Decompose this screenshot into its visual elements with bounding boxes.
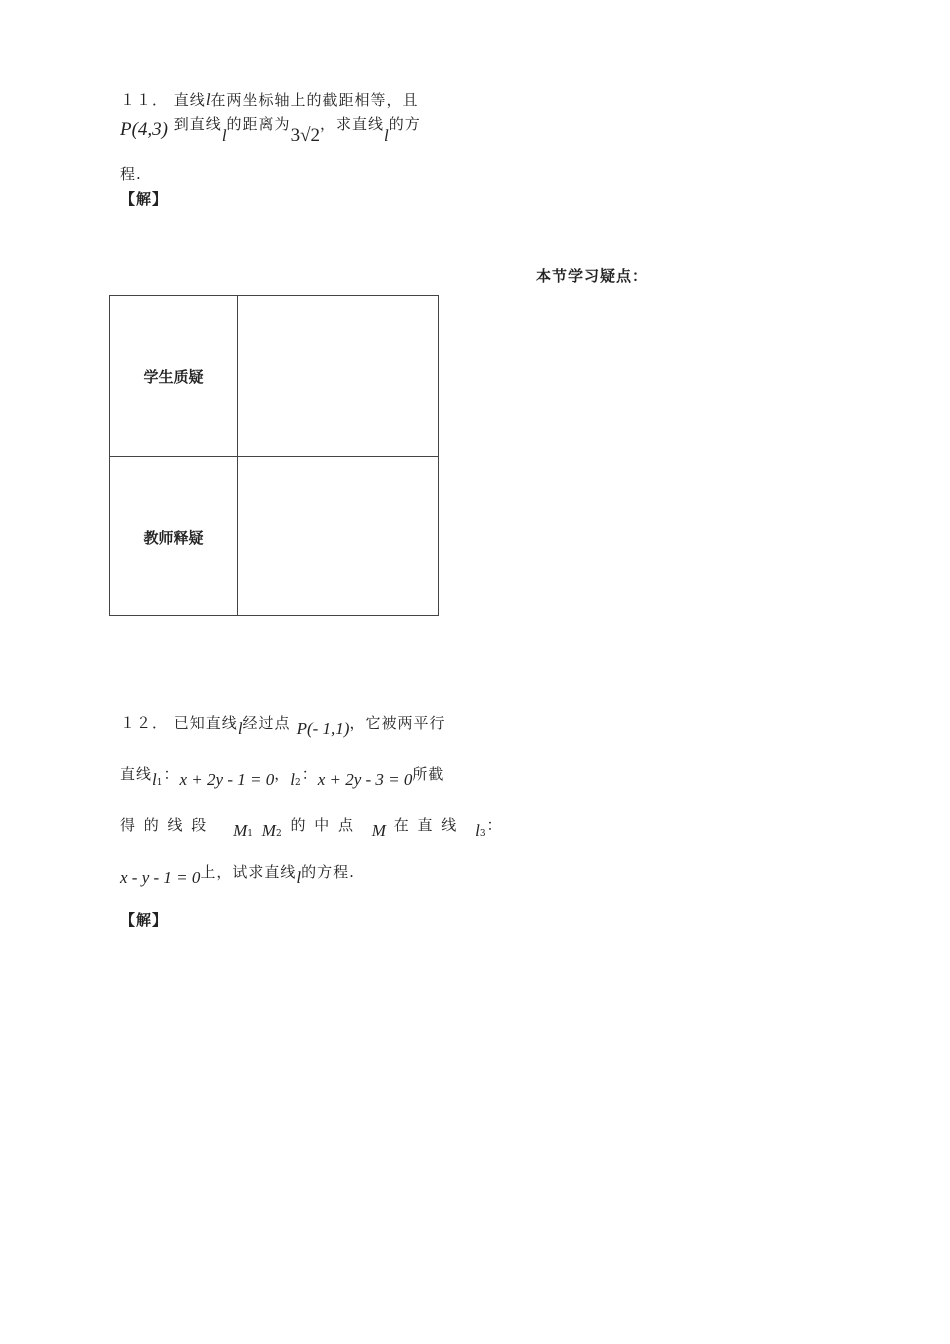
q12-eq3: x - y - 1 = 0 (120, 868, 201, 887)
q12-text: 经过点 (242, 714, 291, 732)
q12-eq1: x + 2y - 1 = 0 (179, 770, 275, 789)
q12-sub-2: 2 (294, 778, 302, 788)
q12-text: 在 直 线 (393, 816, 458, 834)
q12-sub-M1: 1 (247, 829, 254, 839)
q12-text: 已知直线 (173, 714, 238, 732)
q11-line-2 (120, 115, 421, 146)
q11-text: 到直线 (173, 115, 222, 133)
q12-sub-M2: 2 (275, 829, 283, 839)
teacher-answer-label: 教师释疑 (143, 529, 204, 547)
q12-line-3 (120, 815, 503, 838)
q11-text: 的距离为 (226, 115, 291, 133)
q11-line-1 (120, 90, 419, 110)
q12-line-4 (120, 862, 355, 887)
q11-var-l: l (221, 126, 227, 145)
doubts-title: 本节学习疑点： (536, 267, 649, 285)
q11-text: 直线 (173, 91, 206, 109)
q12-var-M2: M (261, 821, 276, 840)
q12-colon: ： (486, 816, 503, 834)
q12-comma: ， (274, 765, 291, 783)
student-question-label: 学生质疑 (143, 368, 204, 386)
q12-text: 的 中 点 (290, 816, 355, 834)
q12-answer-label: 【解】 (120, 911, 169, 929)
q12-eq2: x + 2y - 3 = 0 (317, 770, 413, 789)
q11-var-l: l (384, 126, 389, 145)
q12-text: 得 的 线 段 (120, 816, 208, 834)
q11-text: ，求直线 (320, 115, 385, 133)
q12-text: ，它被两平行 (349, 714, 446, 732)
q11-text: 在两坐标轴上的截距相等，且 (210, 91, 419, 109)
q11-distance: 3√2 (290, 125, 320, 146)
q12-text: 上，试求直线 (200, 863, 297, 881)
q12-line-2 (120, 764, 444, 787)
q12-text: 的方程. (301, 863, 355, 881)
q12-var-M1: M (233, 821, 248, 840)
q12-colon: ： (163, 765, 180, 783)
q11-var-l: l (205, 90, 211, 109)
q12-var-l: l (296, 868, 302, 887)
q12-number: １２． (120, 714, 169, 732)
q12-var-M: M (371, 821, 386, 840)
doubts-table (109, 295, 439, 616)
q12-text: 所截 (412, 765, 445, 783)
q12-var-l2: l (290, 770, 295, 789)
q11-line-3: 程. (120, 165, 142, 183)
q11-number: １１． (120, 91, 169, 109)
q12-point: P(- 1,1) (296, 719, 350, 738)
q12-var-l3: l (475, 821, 480, 840)
q11-text: 的方 (388, 115, 421, 133)
q12-sub-3: 3 (479, 829, 487, 839)
q12-colon: ： (301, 765, 318, 783)
q12-line-1 (120, 713, 446, 738)
table-divider-horizontal (110, 456, 438, 457)
q11-answer-label: 【解】 (120, 190, 169, 208)
q12-sub-1: 1 (156, 778, 164, 788)
q12-var-l1: l (152, 770, 157, 789)
q12-var-l: l (237, 719, 243, 738)
q12-text: 直线 (120, 765, 153, 783)
q11-point: P(4,3) (120, 119, 169, 140)
